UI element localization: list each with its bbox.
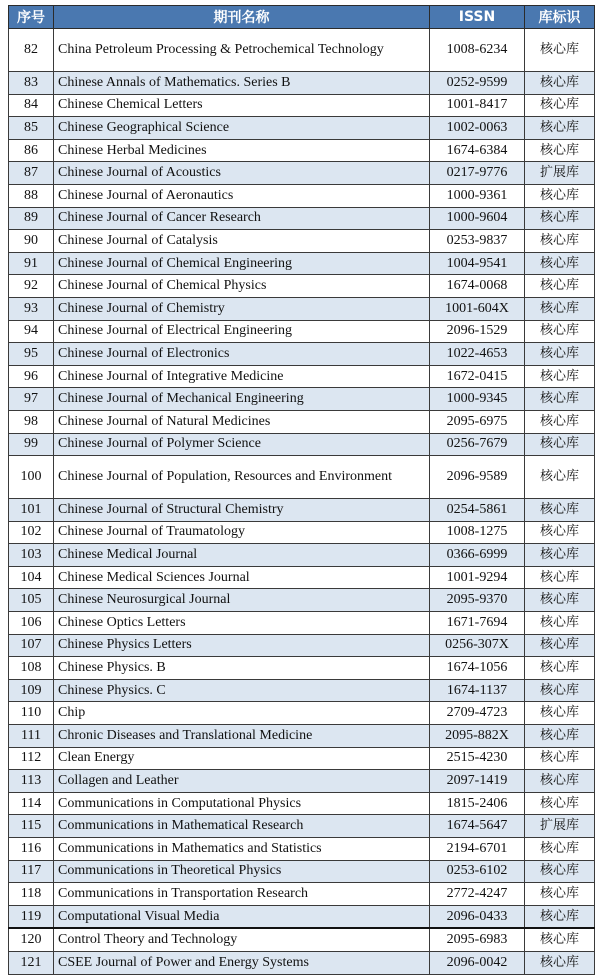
journal-name: Clean Energy: [54, 747, 430, 770]
issn-cell: 2709-4723: [430, 702, 525, 725]
table-row: [9, 838, 595, 861]
journal-name: Chinese Medical Sciences Journal: [54, 566, 430, 589]
library-tag: 核心库: [525, 657, 595, 680]
row-number: 109: [9, 679, 54, 702]
row-number: 120: [9, 928, 54, 951]
issn-cell: 2097-1419: [430, 770, 525, 793]
table-row: [9, 928, 595, 951]
journal-name: Chronic Diseases and Translational Medicine: [54, 725, 430, 748]
library-tag: 核心库: [525, 792, 595, 815]
journal-name: Chip: [54, 702, 430, 725]
issn-cell: 0366-6999: [430, 544, 525, 567]
library-tag: 核心库: [525, 747, 595, 770]
issn-cell: 1674-5647: [430, 815, 525, 838]
issn-cell: 2096-0433: [430, 905, 525, 928]
journal-name: Chinese Journal of Cancer Research: [54, 207, 430, 230]
row-number: 118: [9, 883, 54, 906]
issn-cell: 1674-1056: [430, 657, 525, 680]
journal-name: Chinese Optics Letters: [54, 612, 430, 635]
library-tag: 核心库: [525, 544, 595, 567]
issn-cell: 1001-8417: [430, 94, 525, 117]
library-tag: 核心库: [525, 320, 595, 343]
library-tag: 核心库: [525, 905, 595, 928]
issn-cell: 1815-2406: [430, 792, 525, 815]
issn-cell: 2095-9370: [430, 589, 525, 612]
library-tag: 核心库: [525, 252, 595, 275]
library-tag: 核心库: [525, 612, 595, 635]
journal-name: Communications in Computational Physics: [54, 792, 430, 815]
row-number: 113: [9, 770, 54, 793]
table-row: [9, 139, 595, 162]
row-number: 89: [9, 207, 54, 230]
row-number: 92: [9, 275, 54, 298]
row-number: 102: [9, 521, 54, 544]
library-tag: 扩展库: [525, 162, 595, 185]
library-tag: 核心库: [525, 297, 595, 320]
issn-cell: 1022-4653: [430, 343, 525, 366]
table-row: [9, 365, 595, 388]
table-row: [9, 951, 595, 974]
journal-name: Chinese Journal of Catalysis: [54, 230, 430, 253]
issn-cell: 2095-6983: [430, 928, 525, 951]
issn-cell: 1674-1137: [430, 679, 525, 702]
journal-name: Chinese Journal of Chemical Physics: [54, 275, 430, 298]
table-row: [9, 388, 595, 411]
row-number: 86: [9, 139, 54, 162]
table-row: [9, 634, 595, 657]
row-number: 112: [9, 747, 54, 770]
row-number: 110: [9, 702, 54, 725]
table-row: [9, 702, 595, 725]
table-row: [9, 589, 595, 612]
table-row: [9, 72, 595, 95]
row-number: 115: [9, 815, 54, 838]
journal-name: Chinese Medical Journal: [54, 544, 430, 567]
row-number: 121: [9, 951, 54, 974]
library-tag: 核心库: [525, 230, 595, 253]
row-number: 104: [9, 566, 54, 589]
journal-name: Chinese Geographical Science: [54, 117, 430, 140]
issn-cell: 1000-9361: [430, 184, 525, 207]
journal-name: Chinese Journal of Population, Resources and Environment: [54, 456, 430, 499]
header-library-tag: 库标识: [525, 6, 595, 29]
issn-cell: 0252-9599: [430, 72, 525, 95]
journal-name: Chinese Journal of Acoustics: [54, 162, 430, 185]
library-tag: 核心库: [525, 679, 595, 702]
table-row: [9, 747, 595, 770]
issn-cell: 1674-0068: [430, 275, 525, 298]
issn-cell: 0217-9776: [430, 162, 525, 185]
row-number: 88: [9, 184, 54, 207]
row-number: 111: [9, 725, 54, 748]
row-number: 85: [9, 117, 54, 140]
table-row: [9, 252, 595, 275]
row-number: 101: [9, 499, 54, 522]
journal-name: Chinese Journal of Polymer Science: [54, 433, 430, 456]
journal-name: Chinese Herbal Medicines: [54, 139, 430, 162]
row-number: 82: [9, 29, 54, 72]
table-row: [9, 117, 595, 140]
journal-name: Chinese Physics. B: [54, 657, 430, 680]
issn-cell: 1000-9604: [430, 207, 525, 230]
issn-cell: 1002-0063: [430, 117, 525, 140]
library-tag: 核心库: [525, 770, 595, 793]
issn-cell: 1672-0415: [430, 365, 525, 388]
table-row: [9, 770, 595, 793]
journal-name: Chinese Journal of Integrative Medicine: [54, 365, 430, 388]
row-number: 108: [9, 657, 54, 680]
issn-cell: 2096-9589: [430, 456, 525, 499]
header-journal-name: 期刊名称: [54, 6, 430, 29]
issn-cell: 2772-4247: [430, 883, 525, 906]
table-row: [9, 320, 595, 343]
row-number: 116: [9, 838, 54, 861]
table-row: [9, 860, 595, 883]
library-tag: 核心库: [525, 860, 595, 883]
issn-cell: 0256-7679: [430, 433, 525, 456]
issn-cell: 1008-6234: [430, 29, 525, 72]
row-number: 117: [9, 860, 54, 883]
row-number: 90: [9, 230, 54, 253]
issn-cell: 1671-7694: [430, 612, 525, 635]
library-tag: 核心库: [525, 72, 595, 95]
row-number: 93: [9, 297, 54, 320]
row-number: 103: [9, 544, 54, 567]
journal-name: Chinese Physics Letters: [54, 634, 430, 657]
issn-cell: 1001-604X: [430, 297, 525, 320]
row-number: 87: [9, 162, 54, 185]
library-tag: 核心库: [525, 433, 595, 456]
table-row: [9, 433, 595, 456]
journal-name: Computational Visual Media: [54, 905, 430, 928]
library-tag: 核心库: [525, 566, 595, 589]
journal-name: Chinese Neurosurgical Journal: [54, 589, 430, 612]
row-number: 95: [9, 343, 54, 366]
table-row: [9, 905, 595, 928]
library-tag: 核心库: [525, 702, 595, 725]
journal-name: Communications in Transportation Research: [54, 883, 430, 906]
journal-name: Chinese Chemical Letters: [54, 94, 430, 117]
journal-table-container: [8, 5, 594, 975]
journal-name: Chinese Journal of Chemistry: [54, 297, 430, 320]
library-tag: 扩展库: [525, 815, 595, 838]
library-tag: 核心库: [525, 589, 595, 612]
journal-name: Chinese Journal of Structural Chemistry: [54, 499, 430, 522]
issn-cell: 0256-307X: [430, 634, 525, 657]
library-tag: 核心库: [525, 343, 595, 366]
issn-cell: 2515-4230: [430, 747, 525, 770]
library-tag: 核心库: [525, 275, 595, 298]
journal-name: Chinese Journal of Electrical Engineering: [54, 320, 430, 343]
header-no: 序号: [9, 6, 54, 29]
row-number: 105: [9, 589, 54, 612]
journal-name: Communications in Theoretical Physics: [54, 860, 430, 883]
journal-name: CSEE Journal of Power and Energy Systems: [54, 951, 430, 974]
journal-name: Chinese Journal of Aeronautics: [54, 184, 430, 207]
row-number: 114: [9, 792, 54, 815]
issn-cell: 2096-1529: [430, 320, 525, 343]
library-tag: 核心库: [525, 634, 595, 657]
table-row: [9, 815, 595, 838]
table-row: [9, 29, 595, 72]
table-row: [9, 679, 595, 702]
library-tag: 核心库: [525, 838, 595, 861]
table-row: [9, 521, 595, 544]
issn-cell: 1674-6384: [430, 139, 525, 162]
table-row: [9, 544, 595, 567]
issn-cell: 1008-1275: [430, 521, 525, 544]
issn-cell: 0253-9837: [430, 230, 525, 253]
table-row: [9, 343, 595, 366]
table-row: [9, 612, 595, 635]
library-tag: 核心库: [525, 456, 595, 499]
journal-name: Chinese Journal of Natural Medicines: [54, 410, 430, 433]
row-number: 99: [9, 433, 54, 456]
issn-cell: 2095-6975: [430, 410, 525, 433]
issn-cell: 2096-0042: [430, 951, 525, 974]
table-header-row: [9, 6, 595, 29]
journal-name: Chinese Journal of Chemical Engineering: [54, 252, 430, 275]
issn-cell: 2194-6701: [430, 838, 525, 861]
row-number: 106: [9, 612, 54, 635]
journal-name: Chinese Journal of Traumatology: [54, 521, 430, 544]
issn-cell: 0253-6102: [430, 860, 525, 883]
library-tag: 核心库: [525, 725, 595, 748]
table-row: [9, 94, 595, 117]
library-tag: 核心库: [525, 951, 595, 974]
row-number: 94: [9, 320, 54, 343]
header-issn: ISSN: [430, 6, 525, 29]
row-number: 100: [9, 456, 54, 499]
table-row: [9, 566, 595, 589]
library-tag: 核心库: [525, 365, 595, 388]
journal-name: China Petroleum Processing & Petrochemical Technology: [54, 29, 430, 72]
table-row: [9, 297, 595, 320]
table-row: [9, 499, 595, 522]
row-number: 84: [9, 94, 54, 117]
table-row: [9, 207, 595, 230]
journal-name: Control Theory and Technology: [54, 928, 430, 951]
journal-name: Chinese Physics. C: [54, 679, 430, 702]
table-body: [9, 29, 595, 975]
journal-name: Chinese Journal of Mechanical Engineering: [54, 388, 430, 411]
journal-name: Communications in Mathematical Research: [54, 815, 430, 838]
row-number: 91: [9, 252, 54, 275]
issn-cell: 1000-9345: [430, 388, 525, 411]
row-number: 119: [9, 905, 54, 928]
row-number: 107: [9, 634, 54, 657]
library-tag: 核心库: [525, 410, 595, 433]
issn-cell: 0254-5861: [430, 499, 525, 522]
table-row: [9, 456, 595, 499]
row-number: 98: [9, 410, 54, 433]
issn-cell: 1004-9541: [430, 252, 525, 275]
journal-name: Chinese Journal of Electronics: [54, 343, 430, 366]
journal-name: Chinese Annals of Mathematics. Series B: [54, 72, 430, 95]
table-row: [9, 657, 595, 680]
library-tag: 核心库: [525, 883, 595, 906]
library-tag: 核心库: [525, 521, 595, 544]
library-tag: 核心库: [525, 928, 595, 951]
table-row: [9, 792, 595, 815]
library-tag: 核心库: [525, 499, 595, 522]
library-tag: 核心库: [525, 388, 595, 411]
library-tag: 核心库: [525, 139, 595, 162]
issn-cell: 1001-9294: [430, 566, 525, 589]
row-number: 97: [9, 388, 54, 411]
table-row: [9, 162, 595, 185]
journal-name: Communications in Mathematics and Statistics: [54, 838, 430, 861]
journal-table: [8, 5, 595, 975]
table-row: [9, 184, 595, 207]
row-number: 83: [9, 72, 54, 95]
library-tag: 核心库: [525, 117, 595, 140]
library-tag: 核心库: [525, 184, 595, 207]
journal-name: Collagen and Leather: [54, 770, 430, 793]
table-row: [9, 410, 595, 433]
table-row: [9, 883, 595, 906]
table-row: [9, 230, 595, 253]
table-row: [9, 275, 595, 298]
library-tag: 核心库: [525, 29, 595, 72]
table-row: [9, 725, 595, 748]
issn-cell: 2095-882X: [430, 725, 525, 748]
library-tag: 核心库: [525, 94, 595, 117]
library-tag: 核心库: [525, 207, 595, 230]
row-number: 96: [9, 365, 54, 388]
